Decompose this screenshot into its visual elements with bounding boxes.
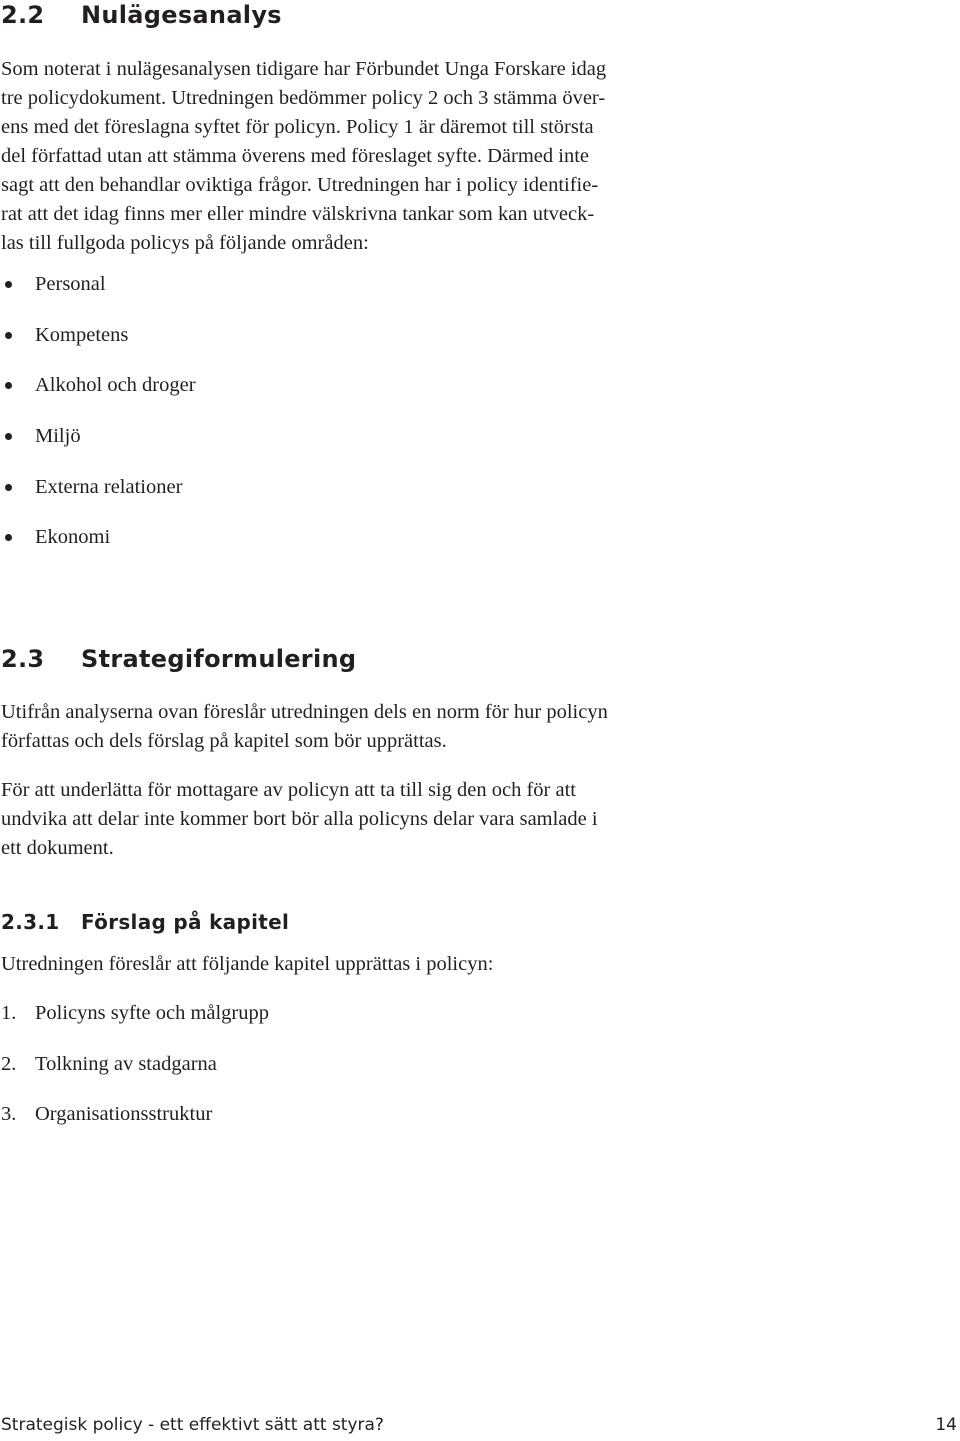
- text-line: Utredningen föreslår att följande kapitel upprättas i policyn:: [1, 953, 494, 975]
- text-line: undvika att delar inte kommer bort bör alla policyns delar vara samlade i: [1, 808, 598, 830]
- section-title: Nulägesanalys: [81, 1, 282, 29]
- text-line: tre policydokument. Utredningen bedömmer policy 2 och 3 stämma över-: [1, 87, 606, 109]
- section-number: 2.3: [1, 645, 45, 673]
- list-item-text: Alkohol och droger: [35, 374, 196, 396]
- list-item-text: Ekonomi: [35, 526, 111, 548]
- section-number: 2.2: [1, 1, 45, 29]
- paragraph-strategiformulering-1: [1, 698, 608, 756]
- text-line: del författad utan att stämma överens med föreslaget syfte. Därmed inte: [1, 145, 590, 167]
- text-line: För att underlätta för mottagare av policyn att ta till sig den och för att: [1, 779, 576, 801]
- text-line: las till fullgoda policys på följande områden:: [1, 232, 369, 254]
- bullet-icon: [5, 534, 12, 541]
- bullet-icon: [5, 484, 12, 491]
- section-title: Strategiformulering: [81, 645, 357, 673]
- list-item-text: Personal: [35, 273, 106, 295]
- page-footer: [1, 1415, 960, 1441]
- bullet-icon: [5, 382, 12, 389]
- text-line: sagt att den behandlar oviktiga frågor. Utredningen har i policy identifie-: [1, 174, 599, 196]
- paragraph-nulagesanalys: [1, 55, 606, 258]
- list-item-text: Tolkning av stadgarna: [35, 1053, 217, 1075]
- page-number: 14: [935, 1415, 957, 1435]
- list-item-text: Policyns syfte och målgrupp: [35, 1002, 270, 1024]
- text-line: ens med det föreslagna syftet för policyn. Policy 1 är däremot till största: [1, 116, 594, 138]
- list-item-text: Kompetens: [35, 324, 129, 346]
- bullet-icon: [5, 281, 12, 288]
- list-marker: 1.: [1, 1002, 17, 1024]
- paragraph-forslag-intro: [1, 950, 493, 979]
- paragraph-strategiformulering-2: [1, 776, 598, 863]
- section-heading-2-3-1: [1, 910, 289, 934]
- section-heading-2-3: [1, 645, 356, 673]
- list-item-text: Organisationsstruktur: [35, 1103, 213, 1125]
- text-line: Utifrån analyserna ovan föreslår utredningen dels en norm för hur policyn: [1, 701, 608, 723]
- list-item-text: Externa relationer: [35, 476, 183, 498]
- list-marker: 2.: [1, 1053, 17, 1075]
- text-line: ett dokument.: [1, 837, 114, 859]
- section-number: 2.3.1: [1, 910, 60, 934]
- list-marker: 3.: [1, 1103, 17, 1125]
- text-line: rat att det idag finns mer eller mindre välskrivna tankar som kan utveck-: [1, 203, 595, 225]
- footer-title: Strategisk policy - ett effektivt sätt att styra?: [1, 1415, 384, 1435]
- bullet-icon: [5, 332, 12, 339]
- section-title: Förslag på kapitel: [81, 910, 290, 934]
- text-line: Som noterat i nulägesanalysen tidigare har Förbundet Unga Forskare idag: [1, 58, 607, 80]
- section-heading-2-2: [1, 1, 282, 29]
- list-item-text: Miljö: [35, 425, 81, 447]
- text-line: författas och dels förslag på kapitel som bör upprättas.: [1, 730, 447, 752]
- bullet-icon: [5, 433, 12, 440]
